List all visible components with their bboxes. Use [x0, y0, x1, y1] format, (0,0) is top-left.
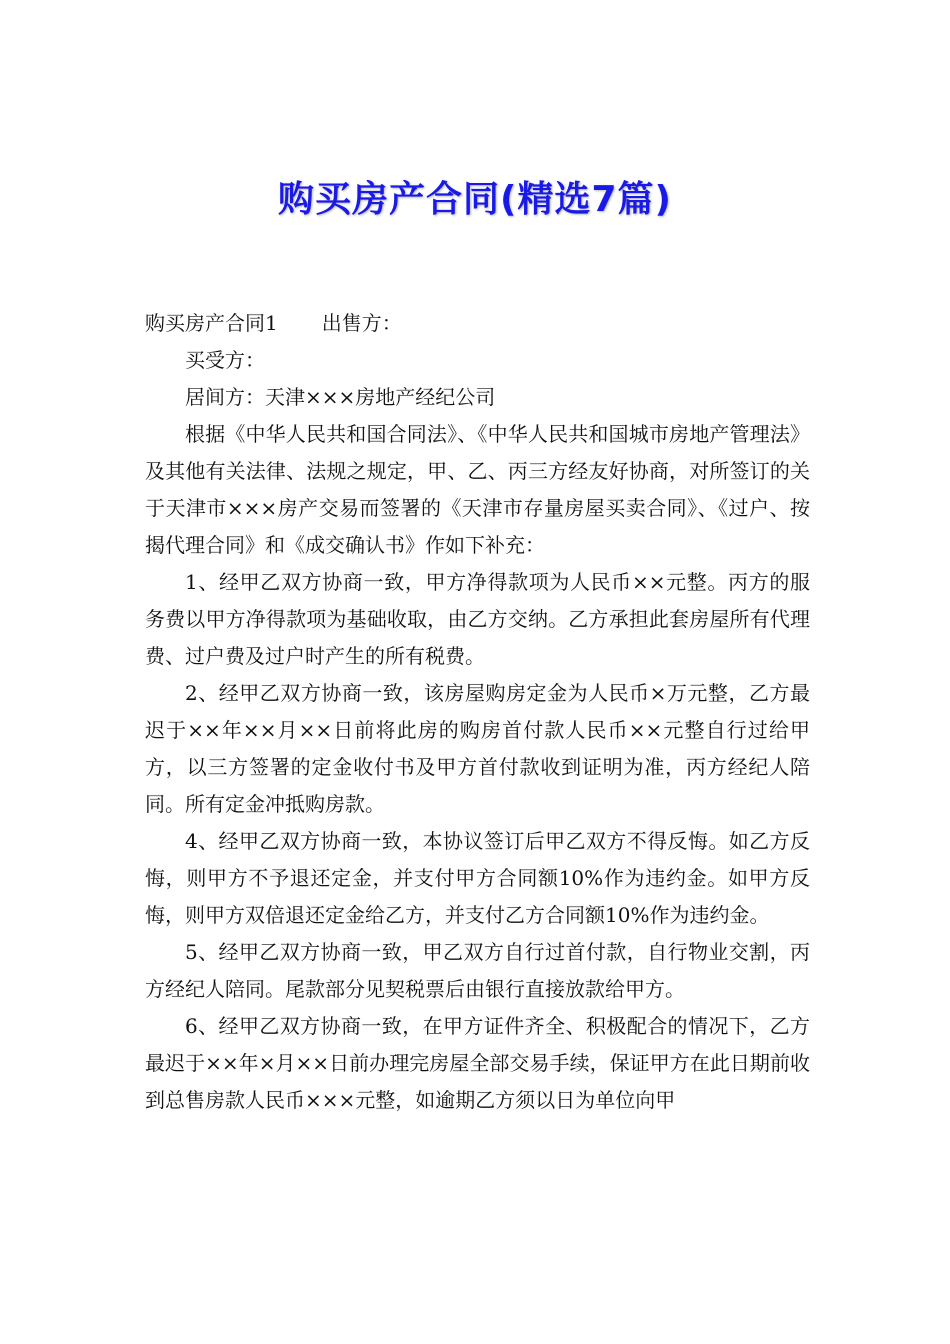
- document-title: 购买房产合同(精选7篇): [278, 179, 672, 220]
- intermediary-label: 居间方：天津×××房地产经纪公司: [185, 385, 496, 409]
- buyer-label: 买受方：: [185, 348, 265, 372]
- contract-number: 购买房产合同1: [145, 311, 278, 335]
- seller-label: 出售方：: [321, 311, 402, 335]
- paragraph-preamble: 根据《中华人民共和国合同法》、《中华人民共和国城市房地产管理法》及其他有关法律、法规之规定，甲、乙、丙三方经友好协商，对所签订的关于天津市×××房产交易而签署的《天津市存量房屋买卖合同》、《过户、按揭代理合同》和《成交确认书》作如下补充：: [145, 422, 810, 557]
- paragraph-clause-4: 4、经甲乙双方协商一致，本协议签订后甲乙双方不得反悔。如乙方反悔，则甲方不予退还定金，并支付甲方合同额10%作为违约金。如甲方反悔，则甲方双倍退还定金给乙方，并支付乙方合同额10%作为违约金。: [145, 829, 810, 927]
- paragraph-clause-1: 1、经甲乙双方协商一致，甲方净得款项为人民币××元整。丙方的服务费以甲方净得款项为基础收取，由乙方交纳。乙方承担此套房屋所有代理费、过户费及过户时产生的所有税费。: [145, 570, 810, 668]
- paragraph-clause-2: 2、经甲乙双方协商一致，该房屋购房定金为人民币×万元整，乙方最迟于××年××月××日前将此房的购房首付款人民币××元整自行过给甲方，以三方签署的定金收付书及甲方首付款收到证明为准，丙方经纪人陪同。所有定金冲抵购房款。: [145, 681, 810, 816]
- document-body: [145, 305, 810, 1119]
- paragraph-clause-6: 6、经甲乙双方协商一致，在甲方证件齐全、积极配合的情况下，乙方最迟于××年×月××日前办理完房屋全部交易手续，保证甲方在此日期前收到总售房款人民币×××元整，如逾期乙方须以日为单位向甲: [145, 1014, 810, 1112]
- contract-heading-line: [145, 305, 810, 342]
- paragraph-clause-5: 5、经甲乙双方协商一致，甲乙双方自行过首付款，自行物业交割，丙方经纪人陪同。尾款部分见契税票后由银行直接放款给甲方。: [145, 940, 810, 1001]
